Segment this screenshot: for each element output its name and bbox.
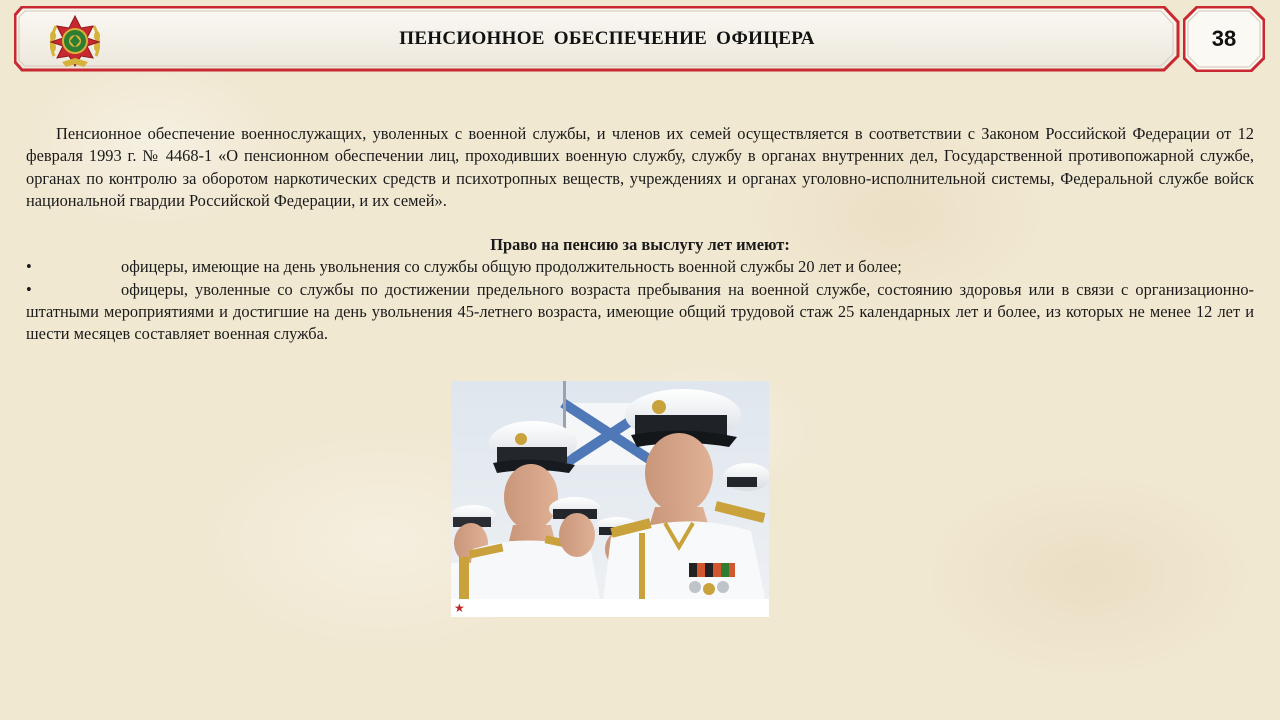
intro-paragraph: Пенсионное обеспечение военнослужащих, уволенных с военной службы, и членов их семей осуществляется в соответствии с Законом Российской Федерации от 12 февраля 1993 г. № 4468-1 «О пенсионном обеспечении лиц, проходивших военную службу, службу в органах внутренних дел, Государственной противопожарной службе, органах по контролю за оборотом наркотических средств и психотропных веществ, учреждениях и органах уголовно-исполнительной системы, Федеральной службе войск национальной гвардии Российской Федерации, и их семей». [26, 124, 1254, 210]
list-item-text: офицеры, имеющие на день увольнения со службы общую продолжительность военной службы 20 лет и более; [121, 257, 902, 277]
slide-number-box [1183, 6, 1265, 72]
slide-number: 38 [1211, 26, 1237, 51]
list-heading: Право на пенсию за выслугу лет имеют: [490, 235, 790, 255]
main-content [26, 123, 1254, 346]
bullet-icon: • [26, 279, 32, 299]
bullet-icon: • [26, 257, 32, 277]
watermark-logo [469, 601, 497, 611]
title-bar [14, 6, 1180, 72]
page-title: ПЕНСИОННОЕ ОБЕСПЕЧЕНИЕ ОФИЦЕРА [399, 28, 815, 49]
list-item [26, 279, 1254, 346]
naval-officers-photo [451, 381, 769, 617]
list-item [26, 256, 1254, 278]
list-item-text: офицеры, уволенные со службы по достижении предельного возраста пребывания на военной службе, состоянию здоровья или в связи с организационно-штатными мероприятиями и достигшие на день увольнения 45-летнего возраста, имеющие общий трудовой стаж 25 календарных лет и более, из которых не менее 12 лет и шести месяцев составляет военная служба. [26, 279, 1254, 344]
eligibility-list [26, 256, 1254, 345]
red-star-icon: ★ [454, 601, 465, 615]
photo-watermark [451, 599, 769, 617]
